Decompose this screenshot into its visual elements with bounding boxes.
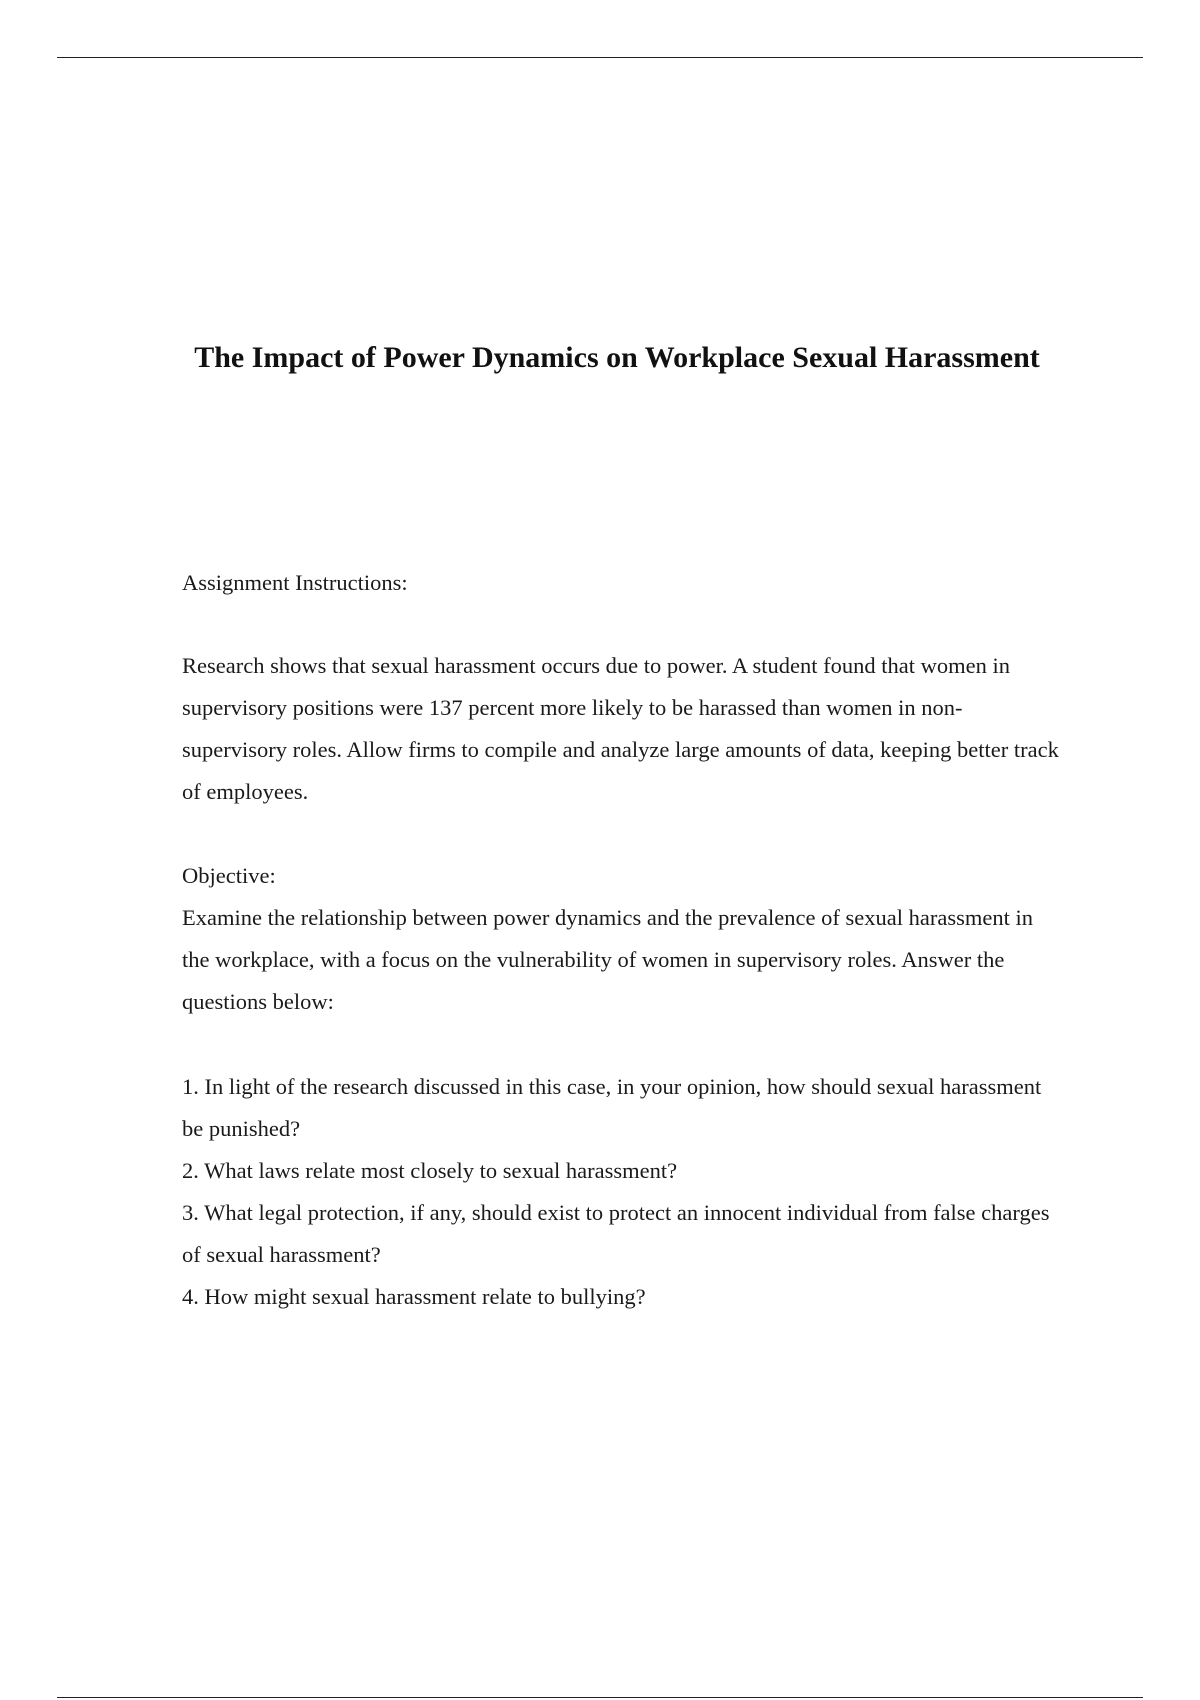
question-item: 2. What laws relate most closely to sexual harassment? <box>182 1158 678 1183</box>
instructions-heading: Assignment Instructions: <box>182 570 408 595</box>
research-paragraph: Research shows that sexual harassment occurs due to power. A student found that women in supervisory positions were 137 percent more likely to be harassed than women in non-supervisory roles. Allow firms to compile and analyze large amounts of data, keeping better track of employees. <box>182 653 1059 804</box>
document-title: The Impact of Power Dynamics on Workplace Sexual Harassment <box>194 341 1040 374</box>
top-rule <box>57 57 1143 58</box>
question-item: 4. How might sexual harassment relate to bullying? <box>182 1284 646 1309</box>
question-item: 1. In light of the research discussed in this case, in your opinion, how should sexual harassment be punished? <box>182 1074 1042 1141</box>
question-list <box>182 1066 1062 1318</box>
bottom-rule <box>57 1697 1143 1698</box>
objective-text: Examine the relationship between power dynamics and the prevalence of sexual harassment in the workplace, with a focus on the vulnerability of women in supervisory roles. Answer the questions below: <box>182 905 1033 1014</box>
question-item: 3. What legal protection, if any, should exist to protect an innocent individual from false charges of sexual harassment? <box>182 1200 1050 1267</box>
objective-heading: Objective: <box>182 863 276 888</box>
